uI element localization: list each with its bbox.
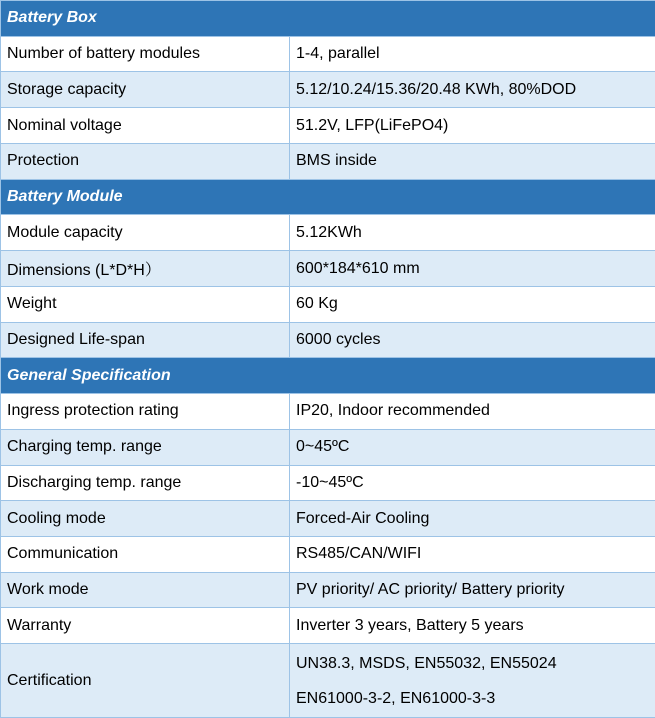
- table-row: [1, 394, 655, 430]
- table-row: [1, 36, 655, 72]
- section-header-general-specification: [1, 358, 655, 394]
- section-header-battery-box: [1, 1, 655, 37]
- row-label: Certification: [1, 644, 290, 718]
- row-value: PV priority/ AC priority/ Battery priority: [290, 572, 655, 608]
- table-row: [1, 72, 655, 108]
- table-row: [1, 429, 655, 465]
- row-label: Ingress protection rating: [1, 394, 290, 430]
- section-title: Battery Box: [1, 1, 655, 37]
- row-value: 60 Kg: [290, 286, 655, 322]
- row-value: RS485/CAN/WIFI: [290, 537, 655, 573]
- row-label: Module capacity: [1, 215, 290, 251]
- row-label: Cooling mode: [1, 501, 290, 537]
- row-value: 5.12/10.24/15.36/20.48 KWh, 80%DOD: [290, 72, 655, 108]
- section-title: General Specification: [1, 358, 655, 394]
- row-value: 1-4, parallel: [290, 36, 655, 72]
- table-row: [1, 537, 655, 573]
- table-row: [1, 501, 655, 537]
- row-value: 5.12KWh: [290, 215, 655, 251]
- section-header-battery-module: [1, 179, 655, 215]
- section-title: Battery Module: [1, 179, 655, 215]
- row-label: Protection: [1, 143, 290, 179]
- row-value: 6000 cycles: [290, 322, 655, 358]
- row-value: 600*184*610 mm: [290, 251, 655, 287]
- table-row: [1, 608, 655, 644]
- row-label: Designed Life-span: [1, 322, 290, 358]
- certification-line: EN61000-3-2, EN61000-3-3: [296, 689, 496, 707]
- row-label: Storage capacity: [1, 72, 290, 108]
- row-label: Discharging temp. range: [1, 465, 290, 501]
- spec-table-body: [1, 1, 655, 718]
- row-label: Charging temp. range: [1, 429, 290, 465]
- row-label: Communication: [1, 537, 290, 573]
- row-value: [290, 644, 655, 718]
- row-value: IP20, Indoor recommended: [290, 394, 655, 430]
- row-value: 0~45ºC: [290, 429, 655, 465]
- row-value: Inverter 3 years, Battery 5 years: [290, 608, 655, 644]
- row-label: Warranty: [1, 608, 290, 644]
- table-row: [1, 572, 655, 608]
- row-label: Nominal voltage: [1, 108, 290, 144]
- table-row: [1, 322, 655, 358]
- table-row: [1, 465, 655, 501]
- table-row: [1, 286, 655, 322]
- certification-line: UN38.3, MSDS, EN55032, EN55024: [296, 654, 557, 672]
- row-value: 51.2V, LFP(LiFePO4): [290, 108, 655, 144]
- row-value: BMS inside: [290, 143, 655, 179]
- table-row-certification: [1, 644, 655, 718]
- table-row: [1, 215, 655, 251]
- row-label: Number of battery modules: [1, 36, 290, 72]
- row-label: Dimensions (L*D*H）: [1, 251, 290, 287]
- table-row: [1, 108, 655, 144]
- row-label: Work mode: [1, 572, 290, 608]
- table-row: [1, 143, 655, 179]
- row-value: Forced-Air Cooling: [290, 501, 655, 537]
- row-label: Weight: [1, 286, 290, 322]
- table-row: [1, 251, 655, 287]
- row-value: -10~45ºC: [290, 465, 655, 501]
